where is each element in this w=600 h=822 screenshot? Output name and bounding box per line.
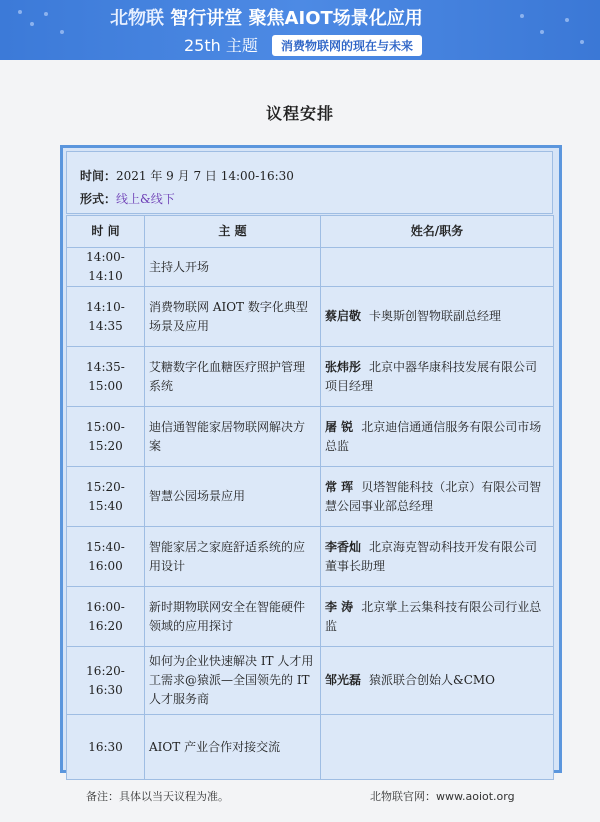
meta-time-value: 2021 年 9 月 7 日 14:00-16:30 xyxy=(116,169,294,183)
speaker-name: 蔡启敬 xyxy=(325,309,362,323)
speaker-name: 常 珲 xyxy=(325,479,354,494)
row-time: 14:35-15:00 xyxy=(67,347,145,407)
row-time: 15:20-15:40 xyxy=(67,467,145,527)
row-speaker xyxy=(321,467,554,527)
speaker-title: 北京掌上云集科技有限公司行业总监 xyxy=(325,599,542,633)
row-topic: AIOT 产业合作对接交流 xyxy=(145,715,321,780)
row-speaker xyxy=(321,527,554,587)
speaker-title: 卡奥斯创智物联副总经理 xyxy=(369,309,502,323)
row-topic: 消费物联网 AIOT 数字化典型场景及应用 xyxy=(145,287,321,347)
table-row xyxy=(67,587,554,647)
table-row xyxy=(67,715,554,780)
row-speaker xyxy=(321,287,554,347)
banner-headline-row xyxy=(110,4,423,30)
banner-brand: 北物联 xyxy=(110,8,164,29)
header-topic: 主 题 xyxy=(145,216,321,248)
row-time: 16:00-16:20 xyxy=(67,587,145,647)
row-speaker xyxy=(321,647,554,715)
speaker-title: 北京海克智动科技开发有限公司董事长助理 xyxy=(325,539,538,573)
table-row xyxy=(67,248,554,287)
header-speaker: 姓名/职务 xyxy=(321,216,554,248)
banner-topic-pill: 消费物联网的现在与未来 xyxy=(272,35,422,56)
row-speaker xyxy=(321,407,554,467)
speaker-title: 贝塔智能科技（北京）有限公司智慧公园事业部总经理 xyxy=(325,479,542,513)
speaker-name: 张炜彤 xyxy=(325,359,362,374)
speaker-title: 北京迪信通通信服务有限公司市场总监 xyxy=(325,419,542,453)
row-topic: 智慧公园场景应用 xyxy=(145,467,321,527)
row-speaker xyxy=(321,715,554,780)
row-topic: 智能家居之家庭舒适系统的应用设计 xyxy=(145,527,321,587)
row-topic: 新时期物联网安全在智能硬件领域的应用探讨 xyxy=(145,587,321,647)
page-title: 议程安排 xyxy=(265,104,334,123)
table-row xyxy=(67,467,554,527)
table-header-row xyxy=(67,216,554,248)
meta-format-value: 线上&线下 xyxy=(116,192,175,206)
banner-headline: 聚焦AIOT场景化应用 xyxy=(248,8,423,29)
row-speaker xyxy=(321,347,554,407)
row-speaker xyxy=(321,587,554,647)
row-time: 16:20-16:30 xyxy=(67,647,145,715)
row-time: 15:00-15:20 xyxy=(67,407,145,467)
footer-site: 北物联官网：www.aoiot.org xyxy=(370,790,515,803)
meta-format xyxy=(80,190,175,207)
table-row xyxy=(67,287,554,347)
meta-time xyxy=(80,167,294,184)
footer-note: 备注：具体以当天议程为准。 xyxy=(86,790,229,803)
row-topic: 如何为企业快速解决 IT 人才用工需求@猿派—全国领先的 IT 人才服务商 xyxy=(145,647,321,715)
speaker-title: 北京中器华康科技发展有限公司项目经理 xyxy=(325,359,538,393)
meta-format-label: 形式： xyxy=(80,192,117,206)
row-topic: 迪信通智能家居物联网解决方案 xyxy=(145,407,321,467)
meta-time-label: 时间： xyxy=(80,169,117,183)
banner-session: 25th 主题 xyxy=(184,36,258,55)
speaker-name: 李 涛 xyxy=(325,599,354,614)
table-row xyxy=(67,407,554,467)
agenda-table xyxy=(66,215,554,780)
speaker-name: 邹光磊 xyxy=(325,673,362,687)
row-time: 14:10-14:35 xyxy=(67,287,145,347)
row-speaker xyxy=(321,248,554,287)
header-time: 时 间 xyxy=(67,216,145,248)
speaker-title: 猿派联合创始人&CMO xyxy=(369,673,496,687)
table-row xyxy=(67,647,554,715)
table-row xyxy=(67,347,554,407)
banner-series: 智行讲堂 xyxy=(170,8,243,29)
row-topic: 艾糖数字化血糖医疗照护管理系统 xyxy=(145,347,321,407)
speaker-name: 李香灿 xyxy=(325,539,362,554)
table-row xyxy=(67,527,554,587)
speaker-name: 屠 锐 xyxy=(325,419,354,434)
row-time: 15:40-16:00 xyxy=(67,527,145,587)
header-banner xyxy=(0,0,600,60)
row-time: 16:30 xyxy=(67,715,145,780)
row-topic: 主持人开场 xyxy=(145,248,321,287)
row-time: 14:00-14:10 xyxy=(67,248,145,287)
